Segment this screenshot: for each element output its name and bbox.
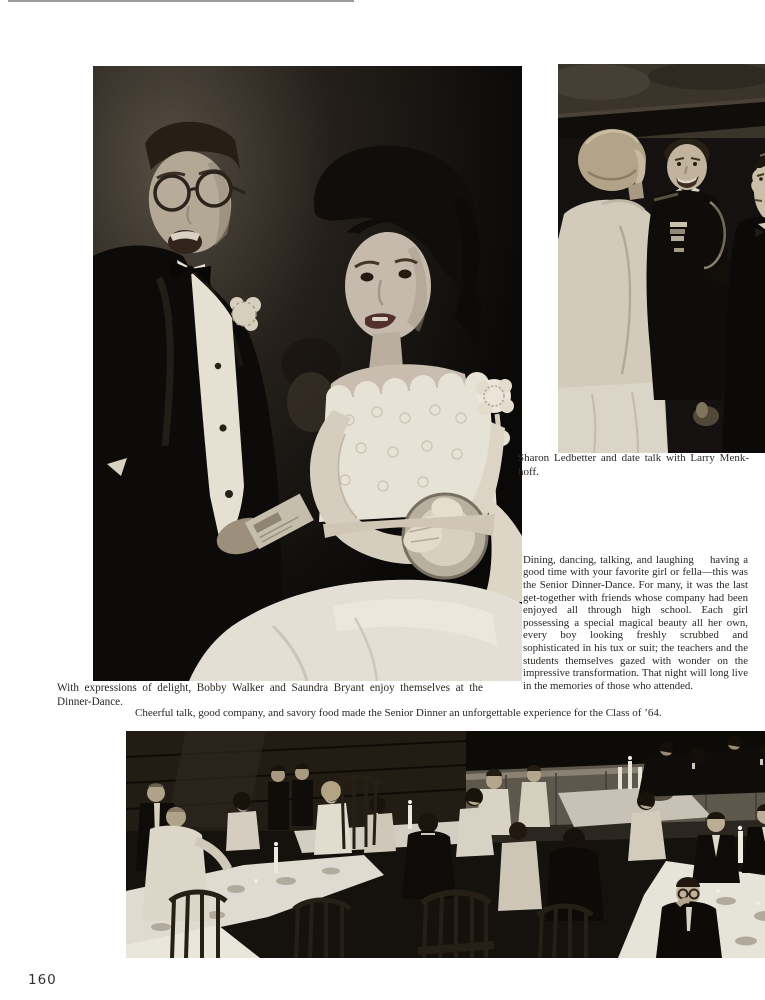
caption-large-photo: With expressions of delight, Bobby Walker and Saundra Bryant enjoy themselves at the Dinner-Dance. bbox=[57, 682, 483, 708]
article-paragraph: Dining, dancing, talking, and laughing having a good time with your favorite girl or fella—this was the Senior Dinner-Dance. For many, it was the last get-together with friends whose company had been enjoyed all through high school. Each girl possessing a special magical beauty all her own, every boy looking freshly scrubbed and sophisticated in his tux or suit; the teachers and the students themselves gazed with wonder on the impressive transformation. That night will long live in the memories of those who attended. bbox=[523, 553, 748, 692]
scan-artifact-line bbox=[8, 0, 354, 2]
caption-small-photo: Sharon Ledbetter and date talk with Larry Menkhoff. bbox=[518, 452, 749, 478]
dinner-dance-couple-illustration bbox=[93, 66, 522, 681]
photo-senior-dinner-banquet bbox=[126, 731, 765, 958]
lace-bodice bbox=[319, 372, 497, 522]
photo-dinner-dance-couple bbox=[93, 66, 522, 681]
banquet-illustration bbox=[126, 731, 765, 958]
caption-bottom-photo: Cheerful talk, good company, and savory food made the Senior Dinner an unforgettable experience for the Class of ’64. bbox=[135, 707, 662, 719]
photo-tie-adjust-scene bbox=[558, 64, 765, 453]
page-number: 160 bbox=[28, 972, 57, 988]
tie-adjust-illustration bbox=[558, 64, 765, 453]
